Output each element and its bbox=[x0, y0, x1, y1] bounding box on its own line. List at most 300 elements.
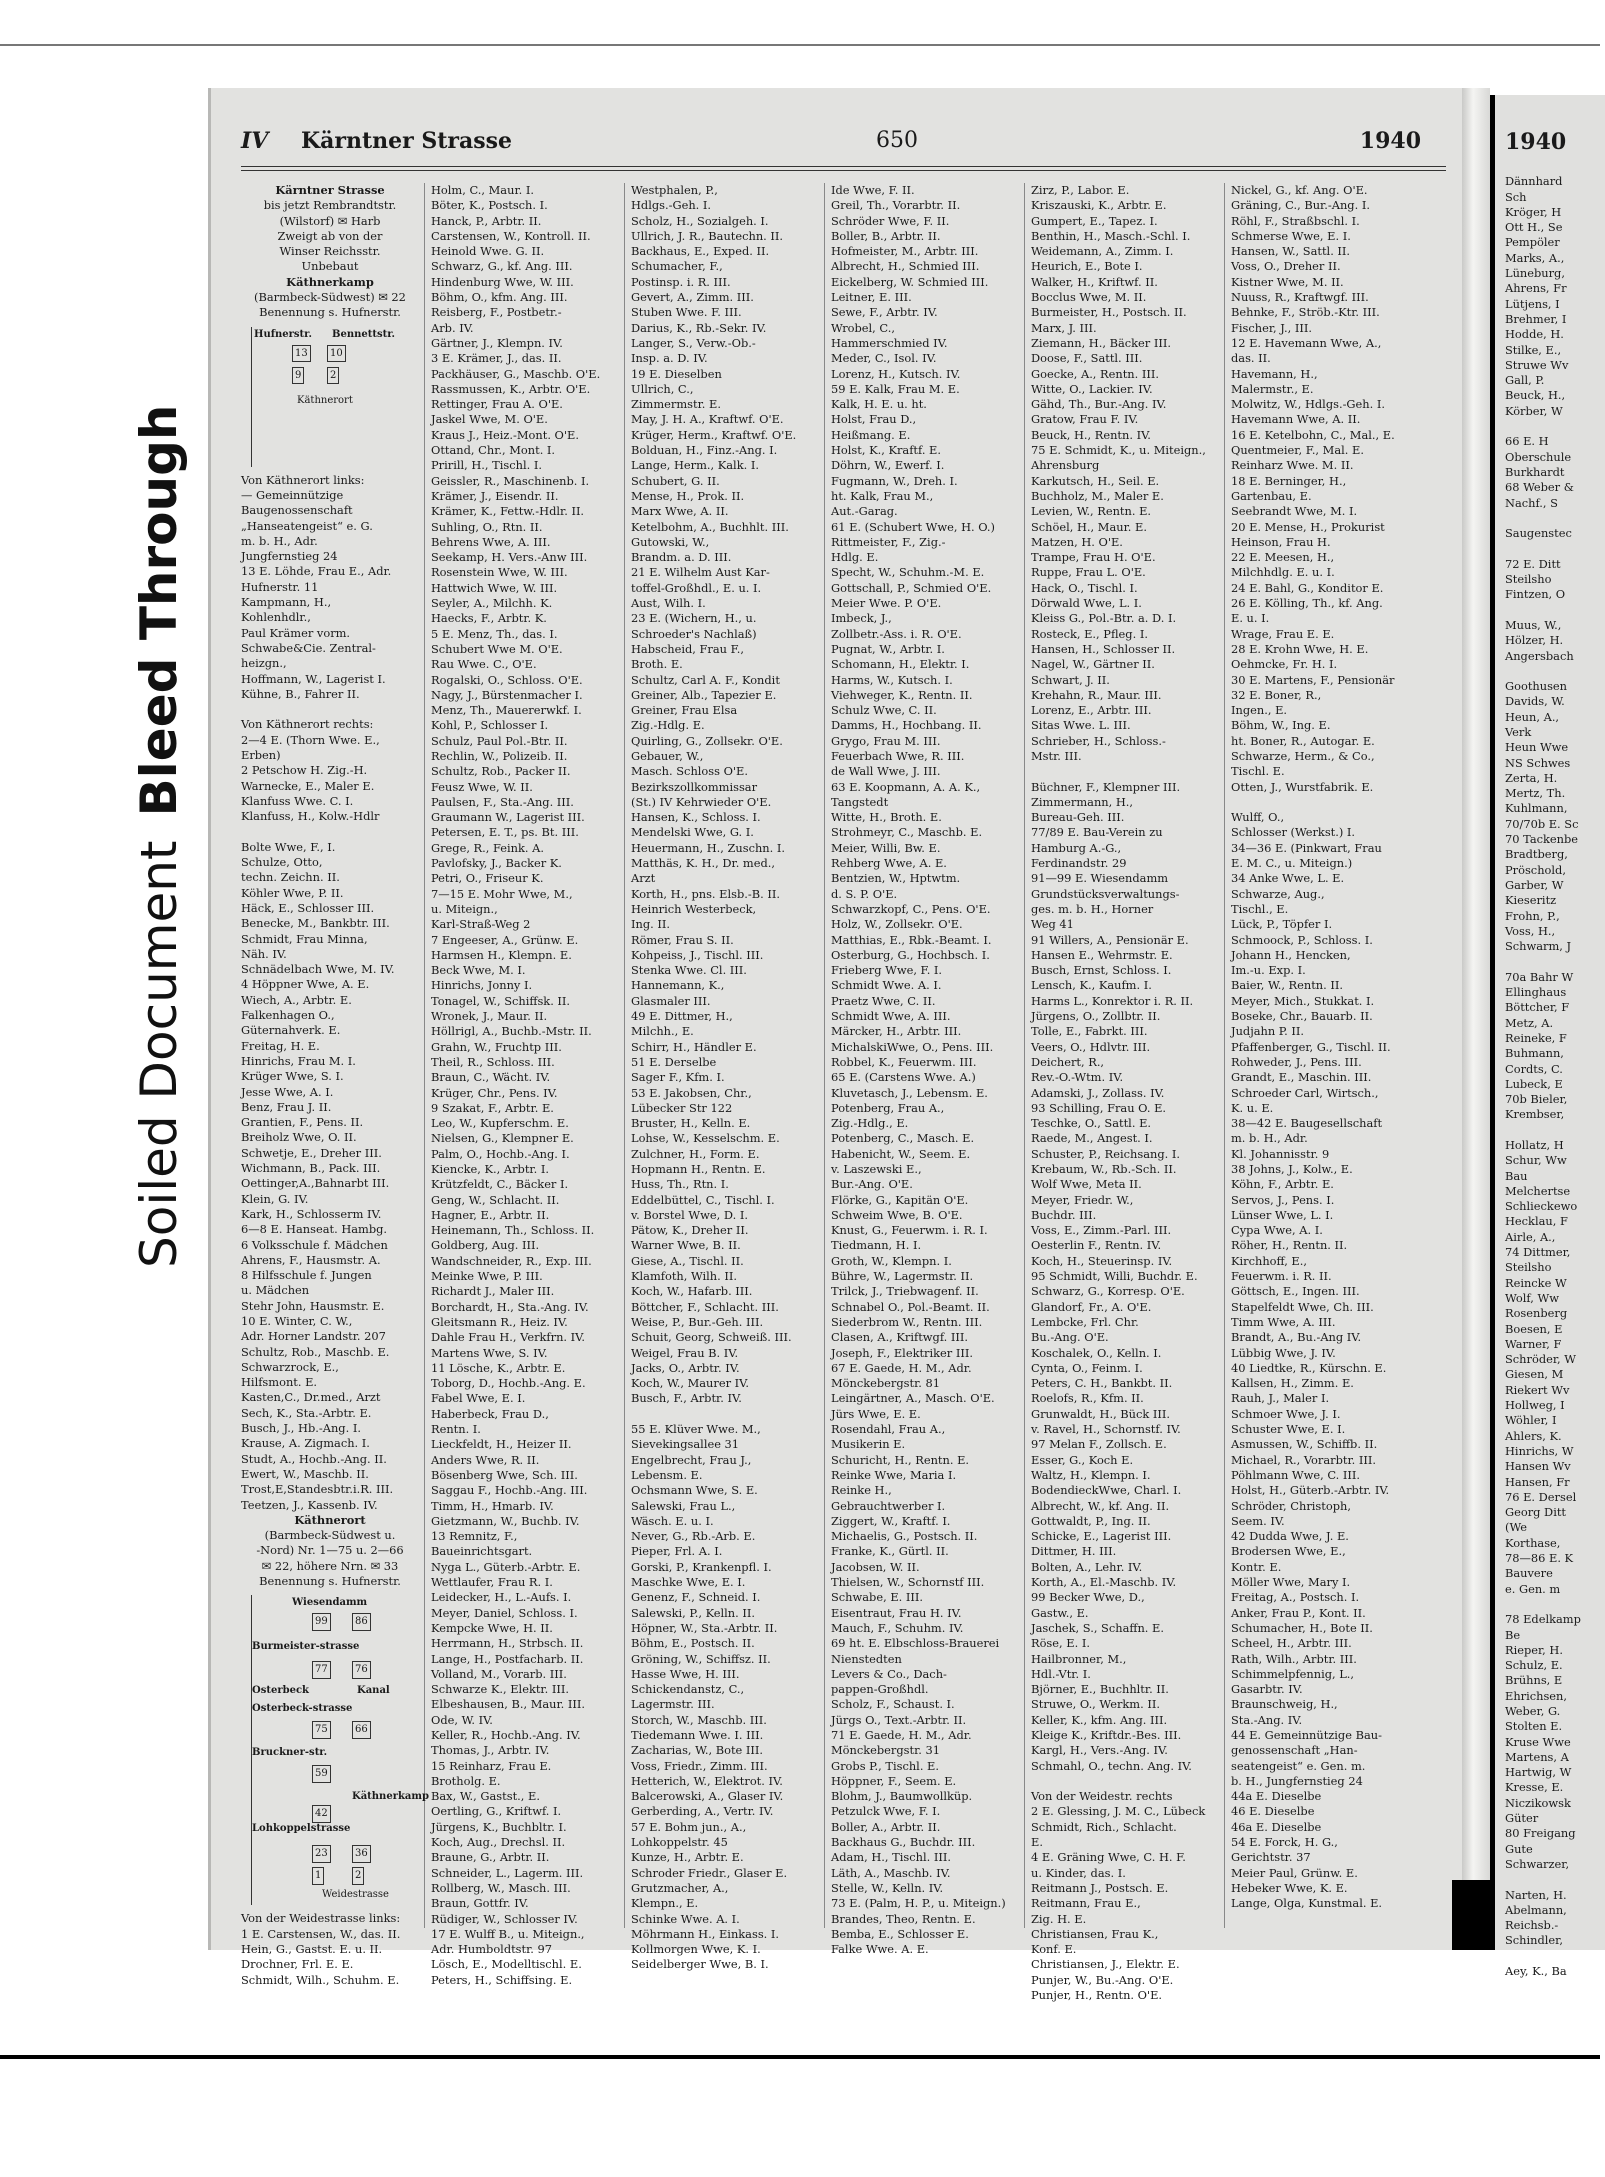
directory-entry: Tischl., E. bbox=[1231, 901, 1289, 916]
directory-entry: Lütjens, I bbox=[1505, 296, 1560, 311]
directory-entry: Warnecke, E., Maler E. bbox=[241, 778, 375, 793]
column-divider bbox=[424, 183, 425, 1928]
directory-entry: Metz, A. bbox=[1505, 1015, 1554, 1030]
directory-entry: Von der Weidestr. rechts bbox=[1031, 1789, 1173, 1804]
directory-entry: Masch. Schloss O'E. bbox=[631, 764, 748, 779]
directory-entry: Pugnat, W., Arbtr. I. bbox=[831, 641, 945, 656]
directory-entry: Rittmeister, F., Zig.- bbox=[831, 534, 946, 549]
directory-entry: Koch, Aug., Drechsl. II. bbox=[431, 1835, 566, 1850]
directory-entry: Ochsmann Wwe, S. E. bbox=[631, 1483, 758, 1498]
directory-entry: 8 Hilfsschule f. Jungen bbox=[241, 1268, 372, 1283]
directory-entry: Bau bbox=[1505, 1168, 1528, 1183]
directory-entry: Michael, R., Vorarbtr. III. bbox=[1231, 1452, 1377, 1467]
directory-entry: Damms, H., Hochbang. II. bbox=[831, 718, 982, 733]
directory-entry: 97 Melan F., Zollsch. E. bbox=[1031, 1437, 1167, 1452]
directory-entry: Ide Wwe, F. II. bbox=[831, 183, 915, 197]
directory-entry: 74 Dittmer, bbox=[1505, 1245, 1571, 1260]
directory-entry: Benennung s. Hufnerstr. bbox=[259, 1574, 401, 1589]
column-divider bbox=[824, 183, 825, 1928]
directory-entry: 93 Schilling, Frau O. E. bbox=[1031, 1100, 1167, 1115]
directory-entry: Braune, G., Arbtr. II. bbox=[431, 1850, 550, 1865]
directory-entry: Reichsb.- bbox=[1505, 1918, 1559, 1933]
directory-entry: Kontr. E. bbox=[1231, 1559, 1282, 1574]
directory-entry: Ullrich, C., bbox=[631, 381, 694, 396]
directory-entry bbox=[1031, 764, 1209, 779]
entries-kaethnerort bbox=[241, 1911, 419, 1987]
directory-entry: v. Laszewski E., bbox=[831, 1162, 922, 1176]
directory-entry: Jaschek, S., Schaffn. E. bbox=[1031, 1620, 1164, 1635]
directory-entry: 17 E. Wulff B., u. Miteign., bbox=[431, 1926, 585, 1941]
entries-kaethnerkamp bbox=[241, 473, 419, 1513]
column-2 bbox=[431, 183, 609, 1987]
directory-entry: Praetz Wwe, C. II. bbox=[831, 993, 936, 1008]
directory-entry: Busch, F., Arbtr. IV. bbox=[631, 1391, 742, 1406]
directory-entry: Reineke, F bbox=[1505, 1030, 1567, 1045]
directory-entry: (Barmbeck-Südwest) ✉ 22 bbox=[254, 290, 406, 305]
directory-entry: Lück, P., Töpfer I. bbox=[1231, 917, 1333, 932]
directory-entry: Reisberg, F., Postbetr.- bbox=[431, 305, 562, 320]
directory-entry: Osterburg, G., Hochbsch. I. bbox=[831, 947, 990, 962]
directory-entry: Wrobel, C., bbox=[831, 320, 895, 335]
directory-entry: Zulchner, H., Form. E. bbox=[631, 1146, 760, 1161]
directory-entry: Habenicht, W., Seem. E. bbox=[831, 1146, 971, 1161]
directory-entry: 78 Edelkamp bbox=[1505, 1612, 1581, 1627]
directory-entry: Bolten, A., Lehr. IV. bbox=[1031, 1559, 1143, 1574]
directory-entry: Zig. H. E. bbox=[1031, 1911, 1087, 1926]
directory-entry: Märcker, H., Arbtr. III. bbox=[831, 1024, 962, 1039]
directory-entry: Mönckebergstr. 81 bbox=[831, 1376, 940, 1391]
directory-entry: 75 E. Schmidt, K., u. Miteign., bbox=[1031, 443, 1206, 458]
directory-entry: Rath, Wilh., Arbtr. III. bbox=[1231, 1651, 1357, 1666]
facing-page-entries bbox=[1505, 174, 1605, 1979]
directory-entry: Teschke, O., Sattl. E. bbox=[1031, 1116, 1152, 1131]
column-divider bbox=[624, 183, 625, 1928]
directory-entry: Wichmann, B., Pack. III. bbox=[241, 1161, 381, 1176]
directory-entry: Martens Wwe, S. IV. bbox=[431, 1345, 548, 1360]
directory-entry: Karl-Straß-Weg 2 bbox=[431, 917, 531, 932]
directory-entry: 42 Dudda Wwe, J. E. bbox=[1231, 1529, 1349, 1544]
directory-entry: Gall, P. bbox=[1505, 373, 1545, 388]
directory-entry: Schöel, H., Maur. E. bbox=[1031, 519, 1147, 534]
directory-entry: Lange, Herm., Kalk. I. bbox=[631, 458, 759, 473]
directory-entry: Karkutsch, H., Seil. E. bbox=[1031, 473, 1160, 488]
directory-entry: Benz, Frau J. II. bbox=[241, 1099, 332, 1114]
directory-entry: Seebrandt Wwe, M. I. bbox=[1231, 504, 1358, 519]
directory-entry: Peters, C. H., Bankbt. II. bbox=[1031, 1376, 1173, 1391]
directory-entry: Braun, Gottfr. IV. bbox=[431, 1896, 529, 1911]
directory-entry: m. b. H., Adr. bbox=[241, 533, 318, 548]
directory-entry: Hack, O., Tischl. I. bbox=[1031, 580, 1138, 595]
directory-entry: Pöhlmann Wwe, C. III. bbox=[1231, 1467, 1361, 1482]
directory-entry: Hartwig, W bbox=[1505, 1765, 1572, 1780]
directory-entry: Tiedmann, H. I. bbox=[831, 1238, 922, 1253]
directory-entry: Cynta, O., Feinm. I. bbox=[1031, 1360, 1143, 1375]
directory-entry: Rogalski, O., Schloss. O'E. bbox=[431, 672, 583, 687]
directory-entry: 2—4 E. (Thorn Wwe. E., bbox=[241, 732, 380, 747]
directory-entry: 51 E. Derselbe bbox=[631, 1054, 717, 1069]
directory-entry bbox=[1505, 1949, 1605, 1964]
directory-entry: Kark, H., Schlosserm IV. bbox=[241, 1206, 382, 1221]
directory-entry: Gastw., E. bbox=[1031, 1605, 1089, 1620]
directory-entry: Stilke, E., bbox=[1505, 342, 1562, 357]
directory-entry: Goothusen bbox=[1505, 679, 1567, 694]
directory-entry: Garber, W bbox=[1505, 877, 1564, 892]
directory-entry: 44a E. Dieselbe bbox=[1231, 1789, 1322, 1804]
directory-entry: MichalskiWwe, O., Pens. III. bbox=[831, 1039, 994, 1054]
directory-entry: Insp. a. D. IV. bbox=[631, 351, 708, 366]
directory-entry: Baier, W., Rentn. II. bbox=[1231, 978, 1343, 993]
directory-entry: Nachf., S bbox=[1505, 495, 1558, 510]
directory-entry: Burkhardt bbox=[1505, 464, 1565, 479]
directory-entry: Gevert, A., Zimm. III. bbox=[631, 290, 754, 305]
directory-entry: Haberbeck, Frau D., bbox=[431, 1406, 549, 1421]
directory-entry: Johann H., Hencken, bbox=[1231, 947, 1351, 962]
directory-entry: Bureau-Geh. III. bbox=[1031, 810, 1125, 825]
directory-entry: Meier Wwe. P. O'E. bbox=[831, 596, 942, 611]
directory-entry: Gumpert, E., Tapez. I. bbox=[1031, 213, 1158, 228]
directory-entry: Freitag, A., Postsch. I. bbox=[1231, 1590, 1360, 1605]
directory-entry: Kiencke, K., Arbtr. I. bbox=[431, 1162, 549, 1176]
directory-entry: Ahrens, F., Hausmstr. A. bbox=[241, 1252, 381, 1267]
directory-entry: Koch, H., Steuerinsp. IV. bbox=[1031, 1253, 1173, 1268]
directory-entry: Schmidt, Rich., Schlacht. bbox=[1031, 1819, 1177, 1834]
directory-entry: Warner, F bbox=[1505, 1336, 1562, 1351]
directory-entry: Glasmaler III. bbox=[631, 993, 711, 1008]
directory-entry: Güternahverk. E. bbox=[241, 1023, 341, 1038]
directory-entry: Deichert, R., bbox=[1031, 1054, 1105, 1069]
map-label: Osterbeck bbox=[252, 1685, 309, 1697]
directory-entry: Gärtner, J., Klempn. IV. bbox=[431, 335, 563, 350]
directory-entry: 3 E. Krämer, J., das. II. bbox=[431, 351, 562, 366]
directory-entry: Klein, G. IV. bbox=[241, 1191, 309, 1206]
directory-entry: Albrecht, H., Schmied III. bbox=[831, 259, 980, 274]
directory-entry: Kühne, B., Fahrer II. bbox=[241, 686, 360, 701]
directory-entry: Näh. IV. bbox=[241, 946, 287, 961]
directory-entry: Punjer, W., Bu.-Ang. O'E. bbox=[1031, 1972, 1174, 1987]
directory-entry bbox=[1505, 1872, 1605, 1887]
directory-entry: Adamski, J., Zollass. IV. bbox=[1031, 1085, 1165, 1100]
directory-entry bbox=[1231, 795, 1441, 810]
directory-entry: Mense, H., Prok. II. bbox=[631, 488, 745, 503]
directory-entry: Von Käthnerort links: bbox=[241, 472, 365, 487]
directory-entry: ges. m. b. H., Horner bbox=[1031, 901, 1154, 916]
directory-entry: Krüger Wwe, S. I. bbox=[241, 1069, 344, 1084]
directory-entry: e. Gen. m bbox=[1505, 1581, 1561, 1596]
directory-entry: 12 E. Havemann Wwe, A., bbox=[1231, 335, 1382, 350]
directory-entry: 91—99 E. Wiesendamm bbox=[1031, 871, 1169, 886]
directory-entry: Weigel, Frau B. IV. bbox=[631, 1345, 739, 1360]
directory-entry: Schweim Wwe, B. O'E. bbox=[831, 1207, 963, 1222]
directory-entry: Hdl.-Vtr. I. bbox=[1031, 1666, 1091, 1681]
directory-entry: Böter, K., Postsch. I. bbox=[431, 198, 548, 213]
directory-entry: NS Schwes bbox=[1505, 755, 1571, 770]
directory-entry: 78—86 E. K bbox=[1505, 1551, 1574, 1566]
directory-entry: Jungfernstieg 24 bbox=[241, 549, 338, 564]
overlay-stamp bbox=[130, 404, 188, 1268]
map-number: 76 bbox=[352, 1661, 371, 1678]
directory-entry: Schnädelbach Wwe, M. IV. bbox=[241, 962, 395, 977]
directory-entry: Krehahn, R., Maur. III. bbox=[1031, 687, 1162, 702]
directory-entry: Beuck, H., bbox=[1505, 388, 1566, 403]
directory-entry: (We bbox=[1505, 1520, 1527, 1535]
directory-entry: Grandt, E., Maschin. III. bbox=[1231, 1070, 1372, 1085]
directory-entry: 65 E. (Carstens Wwe. A.) bbox=[831, 1070, 976, 1085]
directory-entry: 46a E. Dieselbe bbox=[1231, 1819, 1322, 1834]
directory-entry: 63 E. Koopmann, A. A. K., bbox=[831, 779, 981, 794]
directory-entry: Boseke, Chr., Bauarb. II. bbox=[1231, 1009, 1373, 1024]
directory-entry: Aust, Wilh. I. bbox=[631, 596, 706, 611]
directory-entry: Kraus J., Heiz.-Mont. O'E. bbox=[431, 427, 579, 442]
directory-entry: Bühre, W., Lagermstr. II. bbox=[831, 1269, 974, 1284]
directory-entry: Heinrich Westerbeck, bbox=[631, 901, 757, 916]
directory-entry: Holst, H., Güterb.-Arbtr. IV. bbox=[1231, 1483, 1390, 1498]
street-map-kaethnerort bbox=[251, 1595, 429, 1905]
directory-entry: Hetterich, W., Elektrot. IV. bbox=[631, 1773, 783, 1788]
directory-entry: Hinrichs, W bbox=[1505, 1443, 1574, 1458]
directory-entry: Gebrauchtwerber I. bbox=[831, 1498, 946, 1513]
directory-entry: Wulff, O., bbox=[1231, 810, 1285, 825]
directory-entry: 61 E. (Schubert Wwe, H. O.) bbox=[831, 519, 995, 534]
directory-entry: Käthnerkamp bbox=[286, 274, 374, 289]
directory-entry: Marks, A., bbox=[1505, 250, 1565, 265]
directory-entry: Schuricht, H., Rentn. E. bbox=[831, 1452, 970, 1467]
directory-entry: Richardt J., Maler III. bbox=[431, 1284, 555, 1299]
directory-entry: Muus, W., bbox=[1505, 617, 1562, 632]
directory-entry: Schmidt, Frau Minna, bbox=[241, 931, 368, 946]
stamp-bleed-through: Bleed Through bbox=[130, 404, 188, 817]
directory-entry: Gartenbau, E. bbox=[1231, 488, 1312, 503]
directory-entry: Beck Wwe, M. I. bbox=[431, 963, 526, 978]
directory-entry: Feuerwm. i. R. II. bbox=[1231, 1269, 1332, 1284]
directory-entry: Esser, G., Koch E. bbox=[1031, 1452, 1134, 1467]
directory-entry: Hannemann, K., bbox=[631, 978, 725, 993]
directory-entry: Genenz, F., Schneid. I. bbox=[631, 1590, 761, 1605]
directory-entry: Schulz, E. bbox=[1505, 1658, 1563, 1673]
directory-entry: Hdlgs.-Geh. I. bbox=[631, 198, 712, 213]
directory-entry: Petzulck Wwe, F. I. bbox=[831, 1804, 941, 1819]
directory-entry: Wöhler, I bbox=[1505, 1413, 1557, 1428]
directory-entry: Witte, O., Lackier. IV. bbox=[1031, 381, 1153, 396]
directory-entry: Leo, W., Kupferschm. E. bbox=[431, 1116, 569, 1131]
directory-entry: Schulz Wwe, C. II. bbox=[831, 703, 937, 718]
directory-entry: Ruppe, Frau L. O'E. bbox=[1031, 565, 1146, 580]
directory-entry: Schwarze, Herm., & Co., bbox=[1231, 748, 1375, 763]
directory-entry: Sech, K., Sta.-Arbtr. E. bbox=[241, 1405, 372, 1420]
directory-entry bbox=[241, 702, 419, 717]
directory-entry: (Wilstorf) ✉ Harb bbox=[279, 213, 381, 228]
directory-entry: 10 E. Winter, C. W., bbox=[241, 1314, 353, 1328]
directory-entry: Schroeder Carl, Wirtsch., bbox=[1231, 1085, 1379, 1100]
directory-entry: Baueinrichtsgart. bbox=[431, 1544, 533, 1559]
directory-entry bbox=[1505, 603, 1605, 618]
directory-entry: Gratow, Frau F. IV. bbox=[1031, 412, 1139, 427]
directory-entry: Hinrichs, Jonny I. bbox=[431, 978, 533, 993]
directory-entry: Hufnerstr. 11 bbox=[241, 579, 319, 594]
directory-entry: Zerta, H. bbox=[1505, 770, 1558, 785]
directory-entry: Marx Wwe, A. II. bbox=[631, 504, 729, 519]
directory-entry: Eisentraut, Frau H. IV. bbox=[831, 1605, 962, 1620]
directory-entry: Joseph, F., Elektriker III. bbox=[831, 1345, 973, 1360]
directory-entry: Hattwich Wwe, W. III. bbox=[431, 580, 558, 595]
directory-entry: Theil, R., Schloss. III. bbox=[431, 1054, 555, 1069]
directory-entry: Nielsen, G., Klempner E. bbox=[431, 1131, 574, 1146]
directory-entry: Reinke H., bbox=[831, 1483, 892, 1498]
directory-entry: Nuuss, R., Kraftwgf. III. bbox=[1231, 290, 1369, 305]
scan-bottom-edge bbox=[0, 2055, 1600, 2059]
directory-entry: Siederbrom W., Rentn. III. bbox=[831, 1314, 983, 1329]
directory-entry: Packhäuser, G., Maschb. O'E. bbox=[431, 366, 601, 381]
directory-entry: Postinsp. i. R. III. bbox=[631, 274, 731, 289]
directory-entry: Viehweger, K., Rentn. II. bbox=[831, 687, 973, 702]
directory-entry: 70 Tackenbe bbox=[1505, 832, 1579, 847]
directory-entry: Von Käthnerort rechts: bbox=[241, 717, 374, 732]
directory-entry: Wandschneider, R., Exp. III. bbox=[431, 1253, 592, 1268]
directory-entry: Röhl, F., Straßbschl. I. bbox=[1231, 213, 1360, 228]
directory-entry: Georg Ditt bbox=[1505, 1505, 1566, 1520]
directory-entry: genossenschaft „Han- bbox=[1231, 1743, 1358, 1758]
directory-entry: Schwarze, Aug., bbox=[1231, 886, 1325, 901]
directory-entry: Klempn., E. bbox=[631, 1896, 699, 1911]
directory-entry: Angersbach bbox=[1505, 648, 1574, 663]
directory-entry: Gräning, C., Bur.-Ang. I. bbox=[1231, 198, 1370, 213]
directory-entry: Björner, E., Buchhltr. II. bbox=[1031, 1682, 1169, 1697]
directory-entry: Im.-u. Exp. I. bbox=[1231, 963, 1306, 978]
directory-entry: Holst, Frau D., bbox=[831, 412, 917, 427]
map-number: 1 bbox=[312, 1867, 324, 1884]
directory-entry: Asmussen, W., Schiffb. II. bbox=[1231, 1437, 1378, 1452]
directory-entry: Bradtberg, bbox=[1505, 847, 1568, 862]
directory-entry: Schomann, H., Elektr. I. bbox=[831, 657, 970, 672]
directory-entry: Brodersen Wwe, E., bbox=[1231, 1544, 1346, 1559]
directory-entry: Konf. E. bbox=[1031, 1942, 1077, 1957]
directory-entry: BodendieckWwe, Charl. I. bbox=[1031, 1483, 1182, 1498]
directory-entry: Heinemann, Th., Schloss. II. bbox=[431, 1223, 595, 1238]
directory-entry bbox=[1505, 419, 1605, 434]
directory-entry: 57 E. Bohm jun., A., bbox=[631, 1819, 747, 1834]
directory-entry: Rieper, H. bbox=[1505, 1642, 1563, 1657]
directory-entry: Anders Wwe, R. II. bbox=[431, 1452, 540, 1467]
directory-entry: Koch, W., Maurer IV. bbox=[631, 1376, 749, 1391]
directory-entry: Quirling, G., Zollsekr. O'E. bbox=[631, 733, 783, 748]
directory-entry: Dahle Frau H., Verkfrn. IV. bbox=[431, 1330, 586, 1345]
directory-entry: Bruster, H., Kelln. E. bbox=[631, 1116, 751, 1131]
directory-entry: — Gemeinnützige bbox=[241, 487, 344, 502]
directory-entry: Servos, J., Pens. I. bbox=[1231, 1192, 1335, 1207]
directory-entry: Brotholg. E. bbox=[431, 1773, 501, 1788]
directory-entry: Harms, W., Kutsch. I. bbox=[831, 672, 953, 687]
directory-entry: Klanfuss, H., Kolw.-Hdlr bbox=[241, 809, 380, 824]
directory-entry: Robbel, K., Feuerwm. III. bbox=[831, 1054, 977, 1069]
directory-entry: Grundstücksverwaltungs- bbox=[1031, 886, 1180, 901]
column-5 bbox=[1031, 183, 1209, 2003]
directory-entry: Meier Paul, Grünw. E. bbox=[1231, 1865, 1358, 1880]
directory-entry: Grahn, W., Fruchtp III. bbox=[431, 1039, 562, 1054]
directory-entry: Korthase, bbox=[1505, 1535, 1561, 1550]
directory-entry: Frohn, P., bbox=[1505, 908, 1560, 923]
directory-entry: Thielsen, W., Schornstf III. bbox=[831, 1575, 985, 1590]
directory-entry: Möller Wwe, Mary I. bbox=[1231, 1575, 1351, 1590]
directory-entry: Scheel, H., Arbtr. III. bbox=[1231, 1636, 1352, 1651]
directory-entry: Albrecht, W., kf. Ang. II. bbox=[1031, 1498, 1170, 1513]
directory-entry: Matzen, H. O'E. bbox=[1031, 534, 1123, 549]
directory-entry: Lembcke, Frl. Chr. bbox=[1031, 1314, 1139, 1329]
directory-entry: Koch, W., Hafarb. III. bbox=[631, 1284, 753, 1299]
directory-entry: Keller, K., kfm. Ang. III. bbox=[1031, 1712, 1168, 1727]
directory-entry: Zimmermann, H., bbox=[1031, 794, 1134, 809]
directory-entry: Bösenberg Wwe, Sch. III. bbox=[431, 1467, 578, 1482]
directory-entry: 32 E. Boner, R., bbox=[1231, 687, 1322, 702]
directory-entry: Kohl, P., Schlosser I. bbox=[431, 718, 549, 733]
directory-entry: Geissler, R., Maschinenb. I. bbox=[431, 473, 590, 488]
directory-entry: (Barmbeck-Südwest u. bbox=[264, 1528, 396, 1543]
directory-entry: Studt, A., Hochb.-Ang. II. bbox=[241, 1451, 387, 1466]
directory-entry: Schickendanstz, C., bbox=[631, 1682, 745, 1697]
directory-entry: Mstr. III. bbox=[1031, 748, 1082, 763]
directory-entry: Höpner, W., Sta.-Arbtr. II. bbox=[631, 1620, 778, 1635]
directory-entry: Nagel, W., Gärtner II. bbox=[1031, 657, 1155, 672]
directory-entry: v. Borstel Wwe, D. I. bbox=[631, 1207, 748, 1222]
directory-entry: 70/70b E. Sc bbox=[1505, 816, 1579, 831]
directory-entry: bis jetzt Rembrandtstr. bbox=[263, 198, 397, 213]
directory-entry: das. II. bbox=[1231, 351, 1271, 366]
directory-entry: Frieberg Wwe, F. I. bbox=[831, 963, 943, 978]
directory-entry: Jaskel Wwe, M. O'E. bbox=[431, 412, 548, 427]
directory-entry: Rollberg, W., Masch. III. bbox=[431, 1880, 571, 1895]
directory-entry: Schröder, Christoph, bbox=[1231, 1498, 1351, 1513]
directory-entry: Never, G., Rb.-Arb. E. bbox=[631, 1529, 756, 1544]
directory-entry: Malermstr., E. bbox=[1231, 381, 1314, 396]
map-label: Wiesendamm bbox=[292, 1597, 368, 1609]
directory-entry: Röher, H., Rentn. II. bbox=[1231, 1238, 1348, 1253]
directory-entry: Lange, Olga, Kunstmal. E. bbox=[1231, 1896, 1383, 1911]
directory-entry: Reinharz Wwe. M. II. bbox=[1231, 458, 1354, 473]
directory-entry: Brandes, Theo, Rentn. E. bbox=[831, 1911, 976, 1926]
directory-entry: Leidecker, H., L.-Aufs. I. bbox=[431, 1590, 572, 1605]
directory-entry: Koschalek, O., Kelln. I. bbox=[1031, 1345, 1162, 1360]
directory-entry: Doose, F., Sattl. III. bbox=[1031, 351, 1143, 366]
directory-entry: Judjahn P. II. bbox=[1231, 1024, 1305, 1039]
directory-entry: Freitag, H. E. bbox=[241, 1038, 320, 1053]
directory-entry: Behrens Wwe, A. III. bbox=[431, 534, 551, 549]
directory-entry: Walker, H., Kriftwf. II. bbox=[1031, 274, 1158, 289]
directory-entry: Sewe, F., Arbtr. IV. bbox=[831, 305, 938, 320]
directory-entry: Lösch, E., Modelltischl. E. bbox=[431, 1957, 582, 1972]
directory-entry: Jürgens, O., Zollbtr. II. bbox=[1031, 1009, 1161, 1024]
directory-entry: 1 E. Carstensen, W., das. II. bbox=[241, 1926, 401, 1941]
directory-entry: Wolf Wwe, Meta II. bbox=[1031, 1177, 1142, 1192]
directory-entry: Milchh., E. bbox=[631, 1024, 694, 1039]
directory-entry: Schmoock, P., Schloss. I. bbox=[1231, 932, 1373, 947]
directory-entry: Heinson, Frau H. bbox=[1231, 534, 1331, 549]
directory-entry: Zweigt ab von der bbox=[277, 228, 383, 243]
directory-entry: Steilsho bbox=[1505, 572, 1552, 587]
directory-entry: Voss, O., Dreher II. bbox=[1231, 259, 1341, 274]
directory-entry: Flörke, G., Kapitän O'E. bbox=[831, 1192, 969, 1207]
directory-entry: Greiner, Frau Elsa bbox=[631, 703, 738, 718]
directory-entry: Schubert, G. II. bbox=[631, 473, 720, 488]
map-number: 2 bbox=[327, 367, 339, 384]
book-gutter bbox=[1462, 88, 1490, 1950]
directory-entry: Aey, K., Ba bbox=[1505, 1964, 1567, 1979]
directory-entry: Bur.-Ang. O'E. bbox=[831, 1177, 913, 1192]
directory-entry: Backhaus, E., Exped. II. bbox=[631, 244, 770, 259]
directory-entry: Jesse Wwe, A. I. bbox=[241, 1084, 334, 1099]
directory-entry: 34—36 E. (Pinkwart, Frau bbox=[1231, 840, 1382, 855]
directory-entry: (St.) IV Kehrwieder O'E. bbox=[631, 794, 772, 809]
directory-entry: Breiholz Wwe, O. II. bbox=[241, 1130, 357, 1145]
directory-entry: Buhmann, bbox=[1505, 1046, 1564, 1061]
directory-entry: Abelmann, bbox=[1505, 1902, 1567, 1917]
